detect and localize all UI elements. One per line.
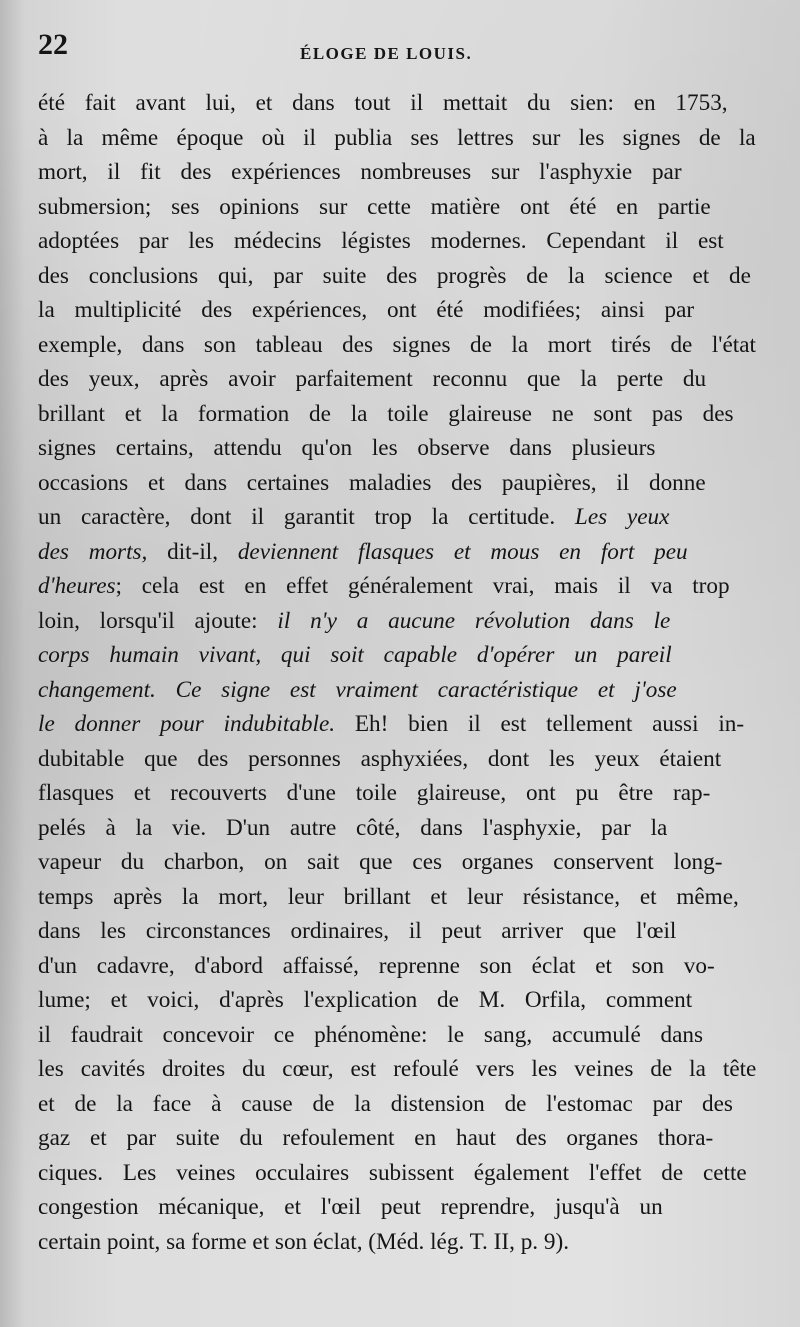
text-run: pelés à la vie. D'un autre côté, dans l'asphyxie, par la — [38, 814, 668, 841]
text-run: dubitable que des personnes asphyxiées, dont les yeux étaient — [38, 745, 722, 772]
text-line — [38, 1190, 756, 1225]
text-run: certain point, sa forme et son éclat, (Méd. lég. T. II, p. 9). — [38, 1228, 569, 1255]
text-line — [38, 1018, 756, 1053]
text-line — [38, 604, 756, 639]
text-line — [38, 155, 756, 190]
text-run: mort, il fit des expériences nombreuses sur l'asphyxie par — [38, 159, 682, 185]
text-run: occasions et dans certaines maladies des paupières, il donne — [38, 469, 706, 496]
text-line — [38, 1225, 756, 1260]
text-line — [38, 535, 756, 570]
running-title: ÉLOGE DE LOUIS. — [300, 44, 473, 63]
text-line — [38, 431, 756, 466]
text-run: les cavités droites du cœur, est refoulé vers les veines de la tête — [38, 1056, 756, 1082]
text-run: dans les circonstances ordinaires, il peut arriver que l'œil — [38, 918, 677, 944]
italic-text: Les yeux — [574, 504, 670, 530]
text-line — [38, 845, 756, 880]
text-line — [38, 1121, 756, 1156]
page-header — [38, 28, 758, 68]
text-run: exemple, dans son tableau des signes de la mort tirés de l'état — [38, 331, 756, 358]
text-line — [38, 949, 756, 984]
text-line — [38, 569, 756, 604]
text-run: des conclusions qui, par suite des progrès de la science et de — [38, 262, 751, 289]
text-line — [38, 707, 756, 742]
italic-text: changement. Ce signe est vraiment caractéristique et j'ose — [38, 676, 677, 703]
text-run: ciques. Les veines occulaires subissent également l'effet de cette — [38, 1159, 747, 1186]
italic-text: d'heures — [38, 573, 116, 599]
text-run: d'un cadavre, d'abord affaissé, reprenne son éclat et son vo- — [38, 952, 715, 979]
text-line — [38, 1156, 756, 1191]
text-run: un caractère, dont il garantit trop la certitude. — [38, 504, 575, 530]
text-line — [38, 1087, 756, 1122]
text-line — [38, 362, 756, 397]
text-line — [38, 638, 756, 673]
text-line — [38, 880, 756, 915]
text-line — [38, 673, 756, 708]
text-line — [38, 983, 756, 1018]
text-run: et de la face à cause de la distension de l'estomac par des — [38, 1090, 733, 1117]
text-line — [38, 259, 756, 294]
text-line — [38, 1052, 756, 1087]
page-number: 22 — [38, 28, 68, 61]
italic-text: corps humain vivant, qui soit capable d'opérer un pareil — [38, 642, 672, 668]
text-run: signes certains, attendu qu'on les observe dans plusieurs — [38, 435, 656, 461]
text-line — [38, 466, 756, 501]
text-run: submersion; ses opinions sur cette matière ont été en partie — [38, 193, 711, 220]
text-run: flasques et recouverts d'une toile glaireuse, ont pu être rap- — [38, 780, 711, 806]
text-run: dit-il, — [147, 538, 238, 565]
text-run: adoptées par les médecins légistes modernes. Cependant il est — [38, 228, 724, 254]
text-run: des yeux, après avoir parfaitement reconnu que la perte du — [38, 366, 707, 392]
text-line — [38, 293, 756, 328]
text-run: il faudrait concevoir ce phénomène: le sang, accumulé dans — [38, 1021, 704, 1048]
text-line — [38, 742, 756, 777]
text-run: à la même époque où il publia ses lettres sur les signes de la — [38, 124, 756, 151]
text-line — [38, 397, 756, 432]
text-run: congestion mécanique, et l'œil peut reprendre, jusqu'à un — [38, 1194, 663, 1220]
text-run: ; cela est en effet généralement vrai, mais il va trop — [115, 573, 730, 599]
text-line — [38, 914, 756, 949]
text-line — [38, 121, 756, 156]
text-run: Eh! bien il est tellement aussi in- — [335, 711, 745, 737]
italic-text: des morts, — [38, 538, 148, 565]
text-line — [38, 86, 756, 121]
text-line — [38, 811, 756, 846]
body-text — [38, 86, 756, 1259]
italic-text: il n'y a aucune révolution dans le — [277, 607, 671, 634]
text-run: vapeur du charbon, on sait que ces organes conservent long- — [38, 849, 723, 875]
italic-text: le donner pour indubitable. — [38, 711, 336, 737]
text-line — [38, 500, 756, 535]
text-line — [38, 224, 756, 259]
text-line — [38, 776, 756, 811]
italic-text: deviennent flasques et mous en fort peu — [237, 538, 688, 565]
text-run: été fait avant lui, et dans tout il mettait du sien: en 1753, — [38, 90, 728, 116]
text-run: brillant et la formation de la toile glaireuse ne sont pas des — [38, 400, 734, 427]
text-run: loin, lorsqu'il ajoute: — [38, 607, 278, 634]
text-run: temps après la mort, leur brillant et leur résistance, et même, — [38, 883, 739, 910]
text-line — [38, 190, 756, 225]
text-run: la multiplicité des expériences, ont été modifiées; ainsi par — [38, 297, 695, 323]
text-line — [38, 328, 756, 363]
text-run: lume; et voici, d'après l'explication de M. Orfila, comment — [38, 987, 693, 1013]
text-run: gaz et par suite du refoulement en haut des organes thora- — [38, 1125, 714, 1151]
